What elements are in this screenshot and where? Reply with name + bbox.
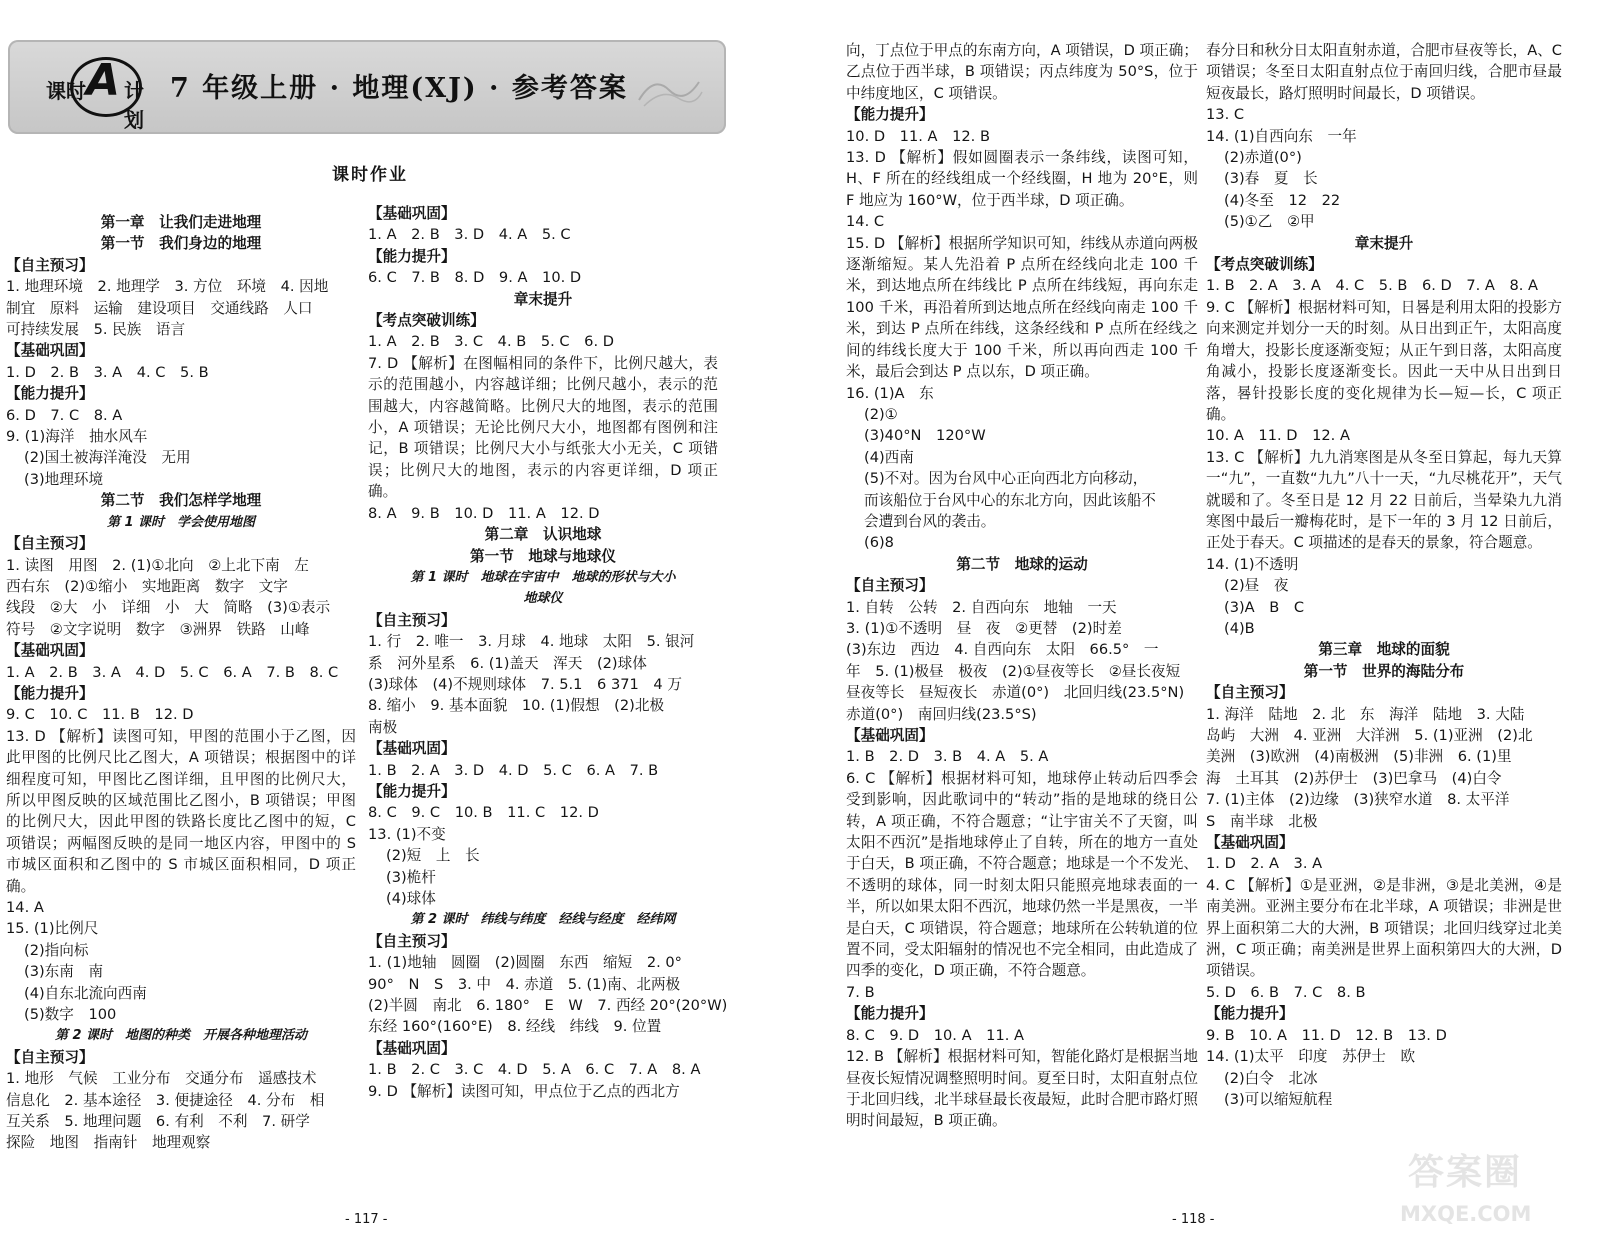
answer-line: 7. (1)主体 (2)边缘 (3)狭窄水道 8. 太平洋 (1206, 791, 1510, 809)
subsection-label: 【考点突破训练】 (368, 312, 485, 330)
section-heading: 第二章 认识地球 (484, 526, 602, 544)
answer-line: (3)地理环境 (24, 470, 104, 488)
explanation-paragraph: 6. C 【解析】根据材料可知，地球停止转动后四季会受到影响，因此歌词中的“转动”指的是地球的绕日公转，A 项正确，不符合题意；“让宇宙关不了天窗，叫太阳不西沉”是指地球停止了自转，所在的地方一直处于白天，B 项正确，不符合题意；地球是一个不发光、不透明的球体，同一时刻太阳只能照亮地球表面的一半，所以如果太阳不西沉，地球仍然一半是黑夜，一半是白天，C 项错误，符合题意；地球所在公转轨道的位置不同，受太阳辐射的情况也不完全相同，由此造成了四季的变化，D 项正确，不符合题意。 (846, 769, 1198, 980)
banner-title: 7 年级上册 · 地理(XJ) · 参考答案 (170, 73, 628, 104)
subsection-label: 【基础巩固】 (6, 342, 94, 360)
answer-line: (5)数字 100 (24, 1006, 117, 1024)
answer-column-right-2 (1206, 40, 1562, 1110)
answer-line: 14. A (6, 899, 44, 916)
answer-line: 年 5. (1)极昼 极夜 (2)①昼夜等长 ②昼长夜短 (846, 662, 1181, 680)
answer-line: 1. 读图 用图 2. (1)①北向 ②上北下南 左 (6, 556, 309, 574)
page-number-right: - 118 - (1172, 1212, 1215, 1227)
explanation-paragraph: 春分日和秋分日太阳直射赤道，合肥市昼夜等长，A、C 项错误；冬至日太阳直射点位于南回归线，合肥市昼最短夜最长，路灯照明时间最长，D 项错误。 (1206, 42, 1562, 102)
explanation-paragraph: 13. D 【解析】假如圆圈表示一条纬线，读图可知，H、F 所在的经线组成一个经线圈，H 地为 20°E，则 F 地应为 160°W，位于西半球，D 项正确。 (846, 149, 1198, 209)
section-heading: 地球仪 (523, 591, 563, 607)
answer-column-left-2 (368, 203, 728, 1102)
explanation-paragraph: 13. C 【解析】九九消寒图是从冬至日算起，每九天算一“九”，一直数“九九”八十一天，“九尽桃花开”，天气就暖和了。冬至日是 12 月 22 日前后，当晕染九九消寒图中最后一瓣梅花时，是下一年的 3 月 12 日前后，正处于春天。C 项描述的是春天的景象，符合题意。 (1206, 448, 1562, 552)
answer-line: 符号 ②文字说明 数字 ③洲界 铁路 山峰 (6, 620, 310, 638)
answer-line: 1. A 2. B 3. D 4. A 5. C (368, 226, 571, 244)
watermark-text: 答案圈 (1408, 1152, 1523, 1193)
answer-line: 9. D 【解析】读图可知，甲点位于乙点的西北方 (368, 1082, 680, 1100)
answer-line: (4)B (1224, 619, 1255, 637)
answer-line: (5)①乙 ②甲 (1224, 213, 1315, 231)
subsection-label: 【基础巩固】 (846, 727, 934, 744)
answer-line: 信息化 2. 基本途径 3. 便捷途径 4. 分布 相 (6, 1091, 325, 1109)
answer-line: 6. C 7. B 8. D 9. A 10. D (368, 269, 582, 287)
answer-line: 10. A 11. D 12. A (1206, 427, 1350, 445)
answer-line: (3)东边 西边 4. 自西向东 太阳 66.5° 一 (846, 641, 1159, 659)
section-heading: 第 1 课时 学会使用地图 (106, 514, 256, 530)
answer-line: (3)A B C (1224, 598, 1305, 616)
subsection-label: 【自主预习】 (6, 256, 94, 274)
page-number-left: - 117 - (345, 1212, 388, 1227)
section-heading: 第一章 让我们走进地理 (100, 214, 262, 231)
answer-line: (3)球体 (4)不规则球体 7. 5.1 6 371 4 万 (368, 675, 682, 693)
subsection-label: 【基础巩固】 (368, 1039, 456, 1057)
explanation-paragraph: 13. D 【解析】读图可知，甲图的范围小于乙图，因此甲图的比例尺比乙图大，A 项错误；根据图中的详细程度可知，甲图比乙图详细，且甲图的比例尺大，所以甲图反映的区域范围比乙图小，B 项错误；甲图的比例尺大，因此甲图的铁路长度比乙图中的短，C 项错误；两幅图反映的是同一地区内容，甲图中的 S 市城区面积和乙图中的 S 市城区面积相同，D 项正确。 (6, 727, 356, 895)
answer-line: 8. 缩小 9. 基本面貌 10. (1)假想 (2)北极 (368, 697, 665, 715)
answer-line: S 南半球 北极 (1206, 812, 1318, 830)
subsection-label: 【基础巩固】 (1206, 834, 1294, 852)
answer-line: (4)自东北流向西南 (24, 984, 147, 1002)
answer-line: 线段 ②大 小 详细 小 大 简略 (3)①表示 (6, 599, 331, 617)
explanation-paragraph: 7. D 【解析】在图幅相同的条件下，比例尺越大，表示的范围越小，内容越详细；比例尺越小，表示的范围越大，内容越简略。比例尺大的地图，表示的范围小，A 项错误；无论比例尺大小，地图都有图例和注记，B 项错误；比例尺大小与纸张大小无关，C 项错误；比例尺大的地图，表示的内容更详细，D 项正确。 (368, 354, 718, 501)
section-heading: 第 2 课时 地图的种类 开展各种地理活动 (54, 1028, 308, 1044)
answer-line: 90° N S 3. 中 4. 赤道 5. (1)南、北两极 (368, 975, 681, 993)
section-heading: 章末提升 (513, 290, 573, 308)
subsection-label: 【能力提升】 (368, 247, 456, 265)
subsection-label: 【自主预习】 (846, 577, 934, 595)
answer-line: 5. D 6. B 7. C 8. B (1206, 983, 1366, 1001)
answer-line: 系 河外星系 6. (1)盖天 浑天 (2)球体 (368, 654, 647, 672)
decorative-swirl-icon (634, 70, 704, 110)
logo-text-part3: 计划 (124, 79, 144, 132)
section-heading: 章末提升 (1354, 234, 1414, 252)
answer-line: 1. B 2. D 3. B 4. A 5. A (846, 748, 1049, 766)
answer-line: 1. A 2. B 3. A 4. D 5. C 6. A 7. B 8. C (6, 663, 339, 681)
section-heading: 第 2 课时 纬线与纬度 经线与经度 经纬网 (410, 912, 676, 928)
answer-line: 14. (1)不透明 (1206, 555, 1299, 573)
section-heading: 第二节 我们怎样学地理 (100, 492, 262, 510)
section-heading: 第一节 世界的海陆分布 (1303, 662, 1465, 680)
logo-text-letter: A (86, 55, 121, 106)
answer-line: 昼夜等长 昼短夜长 赤道(0°) 北回归线(23.5°N) (846, 684, 1185, 702)
answer-line: (4)西南 (864, 448, 914, 466)
answer-line: 1. B 2. C 3. C 4. D 5. A 6. C 7. A 8. A (368, 1061, 701, 1079)
answer-line: (2)国土被海洋淹没 无用 (24, 449, 191, 467)
answer-line: 8. C 9. D 10. A 11. A (846, 1026, 1024, 1044)
answer-line: 探险 地图 指南针 地理观察 (6, 1134, 211, 1152)
subsection-label: 【自主预习】 (368, 611, 456, 629)
answer-line: (3)桅杆 (386, 868, 436, 886)
answer-line: (2)赤道(0°) (1224, 149, 1302, 167)
answer-line: 1. D 2. A 3. A (1206, 855, 1323, 873)
answer-line: (2)半圆 南北 6. 180° E W 7. 西经 20°(20°W) (368, 997, 728, 1015)
answer-line: 13. C (1206, 106, 1245, 124)
subsection-label: 【能力提升】 (846, 106, 934, 124)
explanation-paragraph: 12. B 【解析】根据材料可知，智能化路灯是根据当地昼夜长短情况调整照明时间。夏至日时，太阳直射点位于北回归线，北半球昼最长夜最短，此时合肥市路灯照明时间最短，B 项正确。 (846, 1048, 1198, 1130)
answer-line: 1. B 2. A 3. D 4. D 5. C 6. A 7. B (368, 761, 659, 779)
answer-line: 8. C 9. C 10. B 11. C 12. D (368, 804, 599, 822)
explanation-paragraph: 15. D 【解析】根据所学知识可知，纬线从赤道向两极逐渐缩短。某人先沿着 P 点所在经线向北走 100 千米，到达地点所在纬线比 P 点所在纬线短，再向东走 100 千米，再沿着所到达地点所在经线向南走 100 千米，到达 P 点所在纬线，这条经线和 P 点所在经线之间的纬线长度大于 100 千米，所以再向西走 100 千米，最后会到达 P 点以东，D 项正确。 (846, 234, 1198, 381)
answer-line: 16. (1)A 东 (846, 384, 934, 402)
subsection-label: 【基础巩固】 (6, 642, 94, 660)
section-heading: 第二节 地球的运动 (956, 555, 1088, 573)
answer-line: (3)春 夏 长 (1224, 170, 1318, 188)
answer-line: 1. B 2. A 3. A 4. C 5. B 6. D 7. A 8. A (1206, 277, 1539, 295)
answer-line: (3)可以缩短航程 (1224, 1090, 1333, 1108)
answer-line: 1. 地理环境 2. 地理学 3. 方位 环境 4. 因地 (6, 278, 329, 296)
answer-line: 东经 160°(160°E) 8. 经线 纬线 9. 位置 (368, 1018, 662, 1036)
answer-line: (4)球体 (386, 890, 436, 907)
answer-line: 可持续发展 5. 民族 语言 (6, 321, 186, 339)
answer-line: 3. (1)①不透明 昼 夜 ②更替 (2)时差 (846, 619, 1122, 637)
answer-line: 10. D 11. A 12. B (846, 127, 990, 145)
header-banner (8, 40, 726, 134)
answer-line: 14. (1)自西向东 一年 (1206, 127, 1357, 145)
section-heading: 第三章 地球的面貌 (1318, 641, 1450, 659)
answer-line: 1. 自转 公转 2. 自西向东 地轴 一天 (846, 598, 1117, 616)
subsection-label: 【能力提升】 (1206, 1005, 1294, 1023)
answer-line: 岛屿 大洲 4. 亚洲 大洋洲 5. (1)亚洲 (2)北 (1206, 727, 1533, 744)
logo-text-part1: 课时 (46, 79, 86, 103)
answer-line: (6)8 (864, 534, 894, 552)
answer-line: 会遭到台风的袭击。 (864, 512, 996, 530)
subsection-label: 【能力提升】 (6, 385, 94, 403)
answer-line: 赤道(0°) 南回归线(23.5°S) (846, 705, 1037, 723)
answer-line: 9. B 10. A 11. D 12. B 13. D (1206, 1026, 1447, 1044)
answer-line: (3)40°N 120°W (864, 427, 986, 445)
subsection-label: 【基础巩固】 (368, 740, 456, 758)
answer-line: 6. D 7. C 8. A (6, 406, 123, 424)
explanation-paragraph: 向，丁点位于甲点的东南方向，A 项错误，D 项正确；乙点位于西半球，B 项错误；丙点纬度为 50°S，位于中纬度地区，C 项错误。 (846, 42, 1198, 102)
subsection-label: 【自主预习】 (6, 1048, 94, 1066)
answer-line: 美洲 (3)欧洲 (4)南极洲 (5)非洲 6. (1)里 (1206, 748, 1512, 766)
answer-line: 西右东 (2)①缩小 实地距离 数字 文字 (6, 577, 288, 595)
answer-line: 15. (1)比例尺 (6, 920, 99, 938)
answer-line: 制宜 原料 运输 建设项目 交通线路 人口 (6, 299, 313, 317)
answer-line: 1. 行 2. 唯一 3. 月球 4. 地球 太阳 5. 银河 (368, 633, 695, 651)
answer-line: (3)东南 南 (24, 963, 104, 981)
explanation-paragraph: 9. C 【解析】根据材料可知，日晷是利用太阳的投影方向来测定并划分一天的时刻。从日出到正午，太阳高度角增大，投影长度逐渐变短；从正午到日落，太阳高度角减小，投影长度逐渐变长。因此一天中从日出到日落，晷针投影长度的变化规律为长—短—长，C 项正确。 (1206, 298, 1562, 423)
answer-line: 9. (1)海洋 抽水风车 (6, 428, 148, 446)
answer-line: (4)冬至 12 22 (1224, 191, 1341, 209)
answer-line: 1. D 2. B 3. A 4. C 5. B (6, 363, 209, 381)
right-page (800, 0, 1600, 1259)
subsection-label: 【自主预习】 (368, 932, 456, 950)
answer-line: 而该船位于台风中心的东北方向，因此该船不 (864, 491, 1156, 509)
answer-line: (2)① (864, 405, 898, 423)
answer-line: 14. C (846, 213, 885, 231)
watermark (1400, 1140, 1580, 1240)
brand-logo (46, 53, 156, 132)
answer-line: 南极 (368, 718, 398, 736)
answer-line: (5)不对。因为台风中心正向西北方向移动， (864, 470, 1148, 488)
answer-line: 8. A 9. B 10. D 11. A 12. D (368, 504, 600, 522)
page-heading: 课时作业 (332, 165, 408, 185)
answer-line: (2)昼 夜 (1224, 577, 1289, 595)
subsection-label: 【自主预习】 (1206, 684, 1294, 702)
subsection-label: 【自主预习】 (6, 535, 94, 553)
answer-line: 13. (1)不变 (368, 825, 446, 843)
answer-line: (2)指向标 (24, 941, 89, 959)
answer-line: 1. 地形 气候 工业分布 交通分布 遥感技术 (6, 1070, 317, 1088)
answer-column-right-1 (846, 40, 1198, 1132)
answer-line: 海 土耳其 (2)苏伊士 (3)巴拿马 (4)白令 (1206, 769, 1502, 787)
answer-column-left-1 (6, 212, 356, 1154)
answer-line: (2)短 上 长 (386, 847, 480, 865)
subsection-label: 【能力提升】 (6, 684, 94, 702)
section-heading: 第 1 课时 地球在宇宙中 地球的形状与大小 (410, 569, 676, 585)
answer-line: 互关系 5. 地理问题 6. 有利 不利 7. 研学 (6, 1113, 310, 1131)
subsection-label: 【能力提升】 (368, 782, 456, 800)
section-heading: 第一节 地球与地球仪 (470, 547, 616, 565)
answer-line: (2)白令 北冰 (1224, 1069, 1318, 1087)
explanation-paragraph: 4. C 【解析】①是亚洲，②是非洲，③是北美洲，④是南美洲。亚洲主要分布在北半球，A 项错误；非洲是世界上面积第二大的大洲，B 项错误；北回归线穿过北美洲，C 项正确；南美洲是世界上面积第四大的大洲，D 项错误。 (1206, 876, 1562, 980)
watermark-url: MXQE.COM (1400, 1202, 1532, 1226)
answer-line: 1. (1)地轴 圆圈 (2)圆圈 东西 缩短 2. 0° (368, 954, 682, 972)
subsection-label: 【能力提升】 (846, 1005, 934, 1023)
answer-line: 14. (1)太平 印度 苏伊士 欧 (1206, 1048, 1416, 1066)
answer-line: 9. C 10. C 11. B 12. D (6, 706, 194, 724)
answer-line: 7. B (846, 983, 875, 1001)
subsection-label: 【基础巩固】 (368, 205, 456, 222)
subsection-label: 【考点突破训练】 (1206, 256, 1323, 274)
section-heading: 第一节 我们身边的地理 (100, 235, 262, 253)
answer-line: 1. A 2. B 3. C 4. B 5. C 6. D (368, 333, 614, 351)
answer-line: 1. 海洋 陆地 2. 北 东 海洋 陆地 3. 大陆 (1206, 705, 1525, 723)
